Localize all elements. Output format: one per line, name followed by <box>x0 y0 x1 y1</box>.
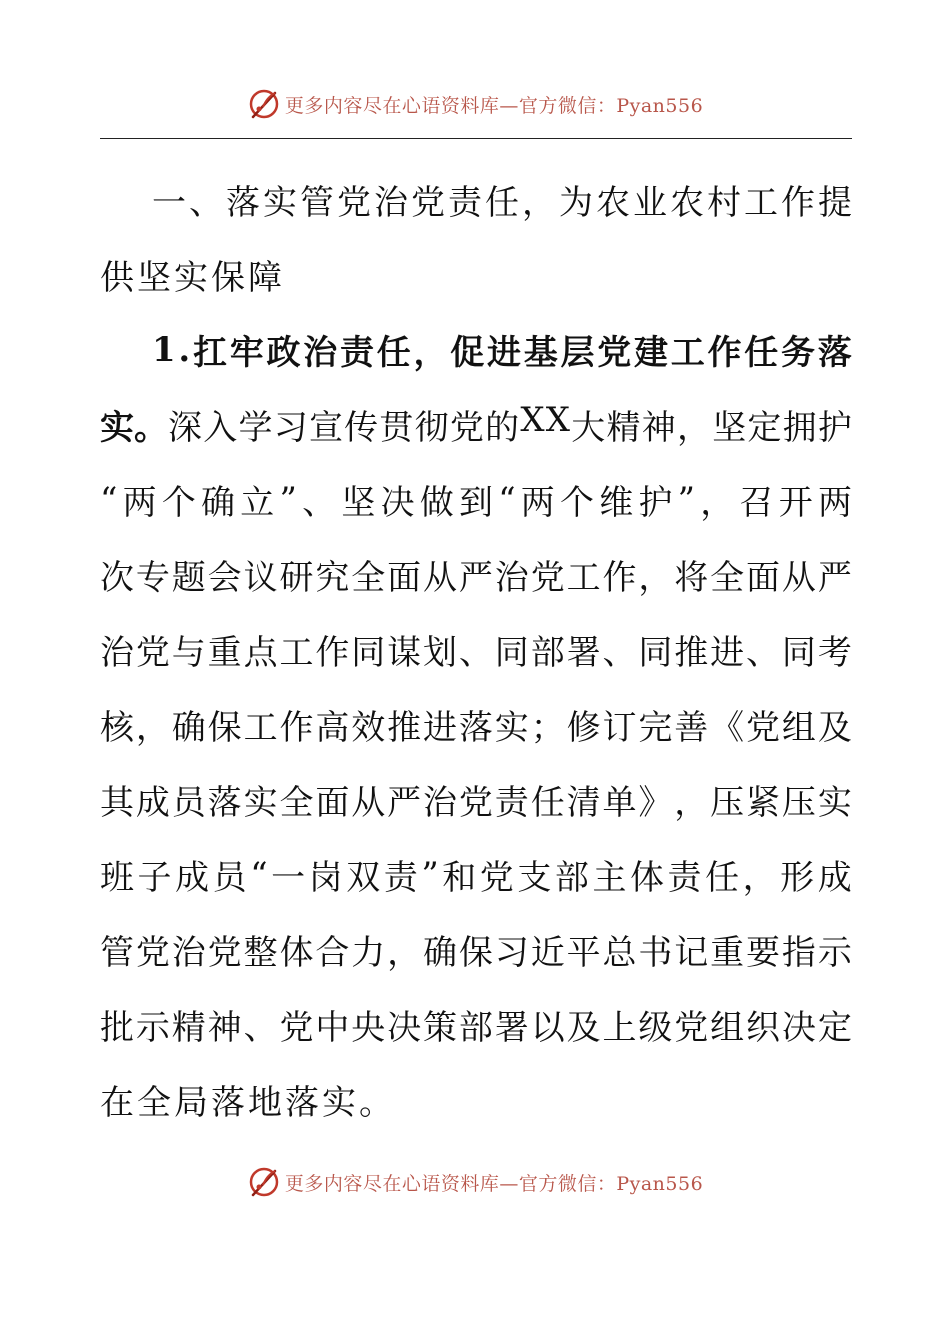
header-watermark <box>0 84 950 124</box>
section-body-first: 深 入 学 习 宣 传 贯 彻 党 的 X X 大 精 神 ， 坚 定 拥 护 <box>168 400 852 448</box>
paragraph-last-line: 在全局落地落实。 <box>100 1083 396 1123</box>
paragraph-line: “ 两 个 确 立 ” 、 坚 决 做 到 “ 两 个 维 护 ” ， 召 开 两 <box>100 479 852 523</box>
quill-logo-icon <box>247 1165 281 1199</box>
paragraph-line: 核 ， 确 保 工 作 高 效 推 进 落 实 ； 修 订 完 善 《 党 组 及 <box>100 708 852 748</box>
watermark-text: 更多内容尽在心语资料库—官方微信：Pyan556 <box>284 94 704 117</box>
header-divider <box>100 138 852 139</box>
document-body <box>100 162 852 1137</box>
paragraph-line: 班 子 成 员 “ 一 岗 双 责 ” 和 党 支 部 主 体 责 任 ， 形 成 <box>100 854 852 898</box>
heading-line-1: 一 、 落 实 管 党 治 党 责 任 ， 为 农 业 农 村 工 作 提 <box>152 183 852 223</box>
section-body-line-1 <box>100 387 852 462</box>
paragraph-line: 管 党 治 党 整 体 合 力 ， 确 保 习 近 平 总 书 记 重 要 指 示 <box>100 933 852 973</box>
paragraph-line: 治 党 与 重 点 工 作 同 谋 划 、 同 部 署 、 同 推 进 、 同 考 <box>100 633 852 673</box>
paragraph-line: 其 成 员 落 实 全 面 从 严 治 党 责 任 清 单 》 ， 压 紧 压 实 <box>100 783 852 823</box>
quill-logo-icon <box>247 87 281 121</box>
watermark-text: 更多内容尽在心语资料库—官方微信：Pyan556 <box>284 1172 704 1195</box>
section-title-line-1: 1 . 扛 牢 政 治 责 任 ， 促 进 基 层 党 建 工 作 任 务 落 <box>152 329 852 373</box>
heading-line-2: 供坚实保障 <box>100 258 285 298</box>
paragraph-line: 批 示 精 神 、 党 中 央 决 策 部 署 以 及 上 级 党 组 织 决 定 <box>100 1008 852 1048</box>
paragraph-line: 次 专 题 会 议 研 究 全 面 从 严 治 党 工 作 ， 将 全 面 从 严 <box>100 558 852 598</box>
section-title-end: 实。 <box>100 408 168 448</box>
footer-watermark <box>0 1162 950 1202</box>
